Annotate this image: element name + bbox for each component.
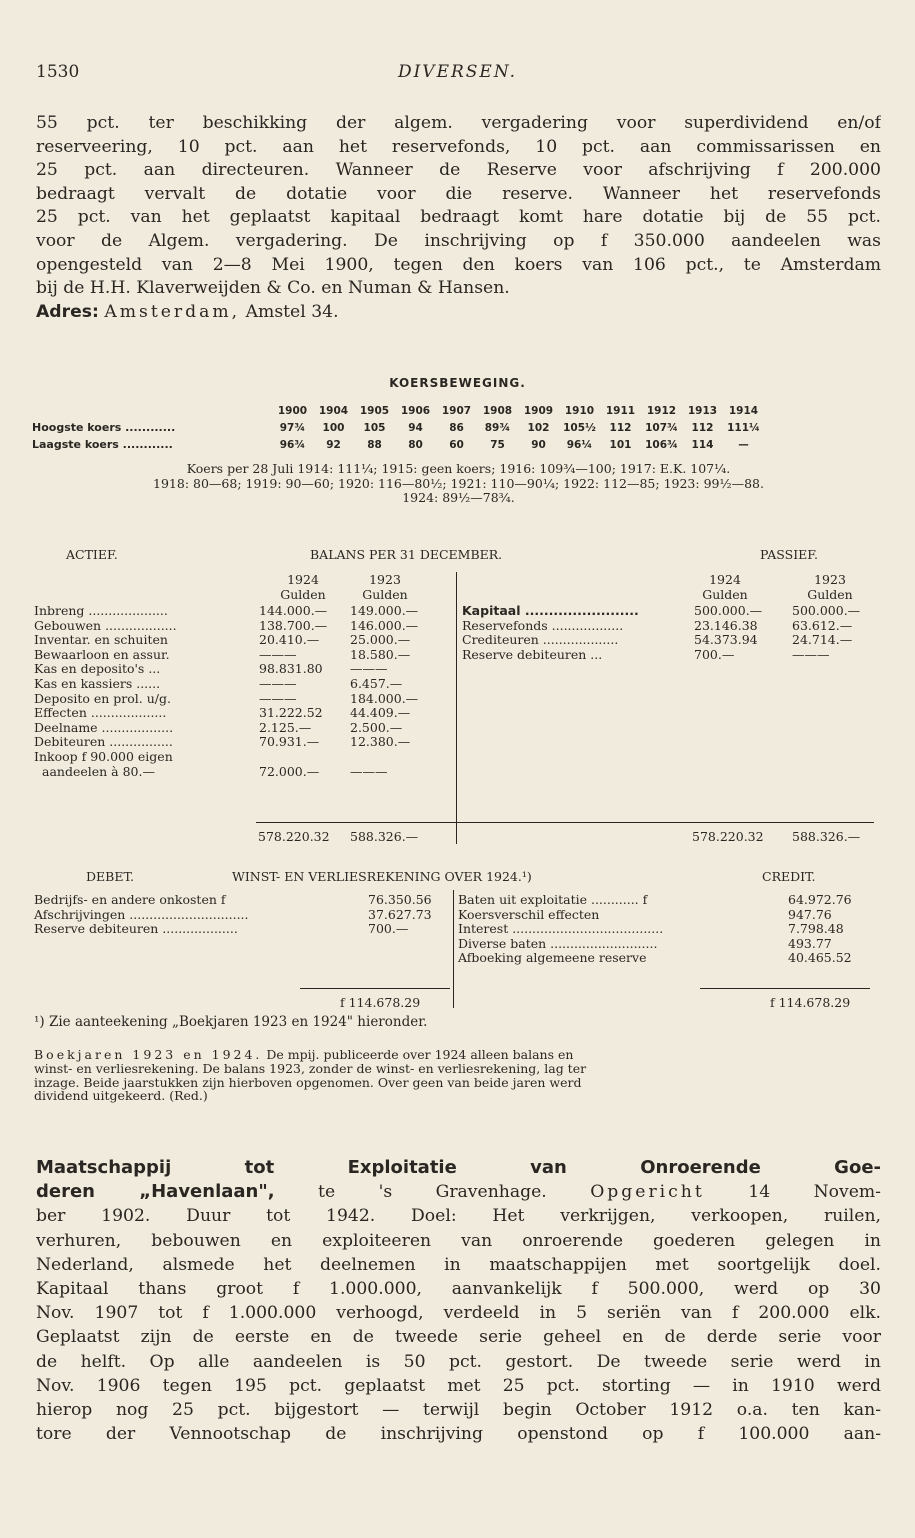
boekjaren-lead: Boekjaren 1923 en 1924. — [34, 1047, 263, 1062]
company-name-cont: deren „Havenlaan", — [36, 1181, 275, 1203]
koers-value: 112 — [609, 421, 632, 434]
passief-row: Reserve debiteuren ... 700.— ——— — [462, 646, 830, 662]
koers-table — [32, 402, 764, 453]
koers-years-row — [32, 402, 764, 419]
koers-value: 107¾ — [645, 421, 678, 434]
credit-row: Baten uit exploitatie ............ f 64.972.76 — [458, 892, 852, 907]
boekjaren-note — [34, 1048, 880, 1103]
passief-list — [462, 604, 882, 662]
koers-value: 101 — [609, 438, 632, 451]
address-label: Adres: — [36, 301, 99, 322]
intro-line: 55 pct. ter beschikking der algem. vergadering voor superdividend en/of — [36, 113, 881, 133]
actief-heading: ACTIEF. — [66, 547, 118, 562]
actief-year-1923: 1923 — [369, 572, 401, 587]
company-line: Geplaatst zijn de eerste en de tweede serie geheel en de derde serie voor — [36, 1327, 881, 1348]
debet-row: Reserve debiteuren ................... 700.— — [34, 921, 409, 937]
debet-row: Afschrijvingen .............................. 37.627.73 — [34, 906, 432, 922]
debet-list — [34, 893, 452, 937]
opgericht-label: Opgericht — [590, 1182, 705, 1203]
actief-row: Deposito en prol. u/g. ——— 184.000.— — [34, 690, 419, 706]
actief-row: Kas en deposito's ... 98.831.80 ——— — [34, 661, 388, 677]
intro-line: reserveering, 10 pct. aan het reservefonds, 10 pct. aan commissarissen en — [36, 136, 881, 157]
koers-row-label: Hoogste koers ............ — [32, 421, 176, 434]
actief-row: Inkoop f 90.000 eigen — [34, 748, 173, 764]
balans-divider — [456, 572, 457, 844]
koers-value: 100 — [322, 421, 345, 434]
company-entry — [36, 1156, 881, 1446]
koers-year: 1913 — [687, 404, 718, 417]
koers-value: 94 — [408, 421, 423, 434]
company-name: Maatschappij tot Exploitatie van Onroerende Goe- — [36, 1157, 881, 1178]
koers-value: 90 — [531, 438, 546, 451]
koers-note-line: Koers per 28 Juli 1914: 111¼; 1915: geen koers; 1916: 109¾—100; 1917: E.K. 107¼. — [186, 461, 731, 476]
boekjaren-line: inzage. Beide jaarstukken zijn hierboven opgenomen. Over geen van beide jaren werd — [34, 1074, 582, 1090]
passief-total-1924: 578.220.32 — [692, 829, 764, 844]
company-line: de helft. Op alle aandeelen is 50 pct. gestort. De tweede serie werd in — [36, 1351, 881, 1372]
koers-year: 1914 — [728, 404, 759, 417]
page-header — [36, 62, 879, 92]
company-line: hierop nog 25 pct. bijgestort — terwijl begin October 1912 o.a. ten kan- — [36, 1400, 881, 1421]
company-line: ber 1902. Duur tot 1942. Doel: Het verkrijgen, verkoopen, ruilen, — [36, 1206, 881, 1227]
koers-row-hoogste — [32, 419, 764, 436]
koers-value: 105½ — [563, 421, 596, 434]
koers-year: 1911 — [605, 404, 636, 417]
koers-value: 97¾ — [279, 421, 306, 434]
koers-value: 75 — [490, 438, 505, 451]
opgericht-value: 14 Novem- — [704, 1182, 881, 1203]
passief-heading: PASSIEF. — [760, 547, 818, 562]
intro-line: bij de H.H. Klaverweijden & Co. en Numan & Hansen. — [36, 278, 510, 299]
koers-year: 1909 — [523, 404, 554, 417]
koers-row-label: Laagste koers ............ — [32, 438, 173, 451]
credit-heading: CREDIT. — [762, 869, 816, 884]
actief-year-1924: 1924 — [287, 572, 319, 587]
intro-paragraph — [36, 112, 881, 324]
winst-heading: WINST- EN VERLIESREKENING OVER 1924.¹) — [232, 869, 532, 884]
koers-note-line: 1924: 89½—78¾. — [402, 490, 515, 505]
passief-row: Reservefonds .................. 23.146.38 63.612.— — [462, 617, 853, 633]
actief-unit: Gulden — [280, 587, 326, 602]
intro-line: opengesteld van 2—8 Mei 1900, tegen den koers van 106 pct., te Amsterdam — [36, 254, 881, 275]
koers-value: 105 — [363, 421, 386, 434]
actief-row: Debiteuren ................ 70.931.— 12.380.— — [34, 734, 411, 750]
address-street: Amstel 34. — [245, 301, 339, 322]
actief-row: Deelname .................. 2.125.— 2.500.— — [34, 719, 403, 735]
koers-note — [36, 462, 881, 506]
koers-year: 1900 — [277, 404, 308, 417]
actief-row: Gebouwen .................. 138.700.— 146.000.— — [34, 617, 419, 633]
credit-row: Afboeking algemeene reserve 40.465.52 — [458, 950, 852, 966]
company-line: Nov. 1906 tegen 195 pct. geplaatst met 25 pct. storting — in 1910 werd — [36, 1375, 881, 1396]
credit-row: Interest ...................................... 7.798.48 — [458, 921, 844, 937]
balans-total-rule — [256, 822, 874, 823]
actief-row: Effecten ................... 31.222.52 44.409.— — [34, 705, 411, 721]
koers-value: 96¼ — [566, 438, 593, 451]
credit-row: Diverse baten ........................... 493.77 — [458, 935, 832, 951]
koers-value: 80 — [408, 438, 423, 451]
passief-year-1924: 1924 — [709, 572, 741, 587]
debet-total: f 114.678.29 — [340, 995, 421, 1010]
actief-list — [34, 604, 454, 779]
running-title: DIVERSEN. — [397, 62, 518, 82]
credit-row: Koersverschil effecten 947.76 — [458, 906, 832, 922]
balans-heading: BALANS PER 31 DECEMBER. — [310, 547, 503, 562]
koers-year: 1907 — [441, 404, 472, 417]
koers-value: 114 — [691, 438, 714, 451]
actief-row: Kas en kassiers ...... ——— 6.457.— — [34, 675, 403, 691]
intro-line: 25 pct. aan directeuren. Wanneer de Reserve voor afschrijving f 200.000 — [36, 160, 881, 181]
koers-year: 1906 — [400, 404, 431, 417]
debet-row: Bedrijfs- en andere onkosten f 76.350.56 — [34, 892, 432, 907]
koers-year: 1905 — [359, 404, 390, 417]
company-line: Nov. 1907 tot f 1.000.000 verhoogd, verdeeld in 5 seriën van f 200.000 elk. — [36, 1303, 881, 1324]
winst-footnote: ¹) Zie aanteekening „Boekjaren 1923 en 1924" hieronder. — [34, 1014, 428, 1030]
address-city: Amsterdam, — [104, 301, 241, 322]
intro-line: bedraagt vervalt de dotatie voor die reserve. Wanneer het reservefonds — [36, 183, 881, 204]
koers-year: 1904 — [318, 404, 349, 417]
company-line: tore der Vennootschap de inschrijving openstond op f 100.000 aan- — [36, 1424, 881, 1445]
koers-year: 1912 — [646, 404, 677, 417]
credit-total: f 114.678.29 — [770, 995, 851, 1010]
actief-total-1924: 578.220.32 — [258, 829, 330, 844]
koers-value: 60 — [449, 438, 464, 451]
boekjaren-line: dividend uitgekeerd. (Red.) — [34, 1088, 208, 1104]
koers-year: 1908 — [482, 404, 513, 417]
actief-unit: Gulden — [362, 587, 408, 602]
koers-value: 92 — [326, 438, 341, 451]
passief-row: Kapitaal ........................ 500.000.— 500.000.— — [462, 603, 861, 618]
passief-year-1923: 1923 — [814, 572, 846, 587]
actief-row: Bewaarloon en assur. ——— 18.580.— — [34, 646, 411, 662]
koers-note-line: 1918: 80—68; 1919: 90—60; 1920: 116—80½; 1921: 110—90¼; 1922: 112—85; 1923: 99½—88. — [153, 475, 764, 491]
passief-unit: Gulden — [807, 587, 853, 602]
passief-total-1923: 588.326.— — [792, 829, 861, 844]
debet-total-rule — [300, 988, 450, 989]
debet-heading: DEBET. — [86, 869, 134, 884]
page-number: 1530 — [36, 62, 80, 82]
passief-row: Crediteuren ................... 54.373.94 24.714.— — [462, 632, 853, 648]
credit-list — [458, 893, 878, 966]
koers-value: 88 — [367, 438, 382, 451]
koersbeweging-title: KOERSBEWEGING. — [389, 376, 526, 390]
koers-value: 102 — [527, 421, 550, 434]
credit-total-rule — [700, 988, 870, 989]
actief-row: Inbreng .................... 144.000.— 149.000.— — [34, 603, 419, 618]
actief-total-1923: 588.326.— — [350, 829, 419, 844]
koers-value: — — [738, 438, 749, 451]
boekjaren-line: De mpij. publiceerde over 1924 alleen balans en — [262, 1047, 574, 1062]
company-location: te 's Gravenhage. — [274, 1182, 591, 1203]
koers-value: 96¾ — [279, 438, 306, 451]
koers-value: 106¾ — [645, 438, 678, 451]
intro-line: voor de Algem. vergadering. De inschrijving op f 350.000 aandeelen was — [36, 230, 881, 251]
actief-row: Inventar. en schuiten 20.410.— 25.000.— — [34, 632, 411, 648]
koers-value: 111¼ — [727, 421, 760, 434]
company-line: verhuren, bebouwen en exploiteeren van onroerende goederen gelegen in — [36, 1230, 881, 1251]
koers-year: 1910 — [564, 404, 595, 417]
passief-unit: Gulden — [702, 587, 748, 602]
company-line: Nederland, alsmede het deelnemen in maatschappijen met soortgelijk doel. — [36, 1254, 881, 1275]
koers-value: 112 — [691, 421, 714, 434]
actief-row: aandeelen à 80.— 72.000.— ——— — [42, 763, 388, 779]
address-line — [36, 301, 881, 325]
koers-value: 89¾ — [484, 421, 511, 434]
koers-value: 86 — [449, 421, 464, 434]
koers-row-laagste — [32, 436, 764, 453]
boekjaren-line: winst- en verliesrekening. De balans 1923, zonder de winst- en verliesrekening, lag ter — [34, 1060, 587, 1076]
winst-divider — [453, 890, 454, 1008]
company-line: Kapitaal thans groot f 1.000.000, aanvankelijk f 500.000, werd op 30 — [36, 1279, 881, 1300]
intro-line: 25 pct. van het geplaatst kapitaal bedraagt komt hare dotatie bij de 55 pct. — [36, 207, 881, 228]
